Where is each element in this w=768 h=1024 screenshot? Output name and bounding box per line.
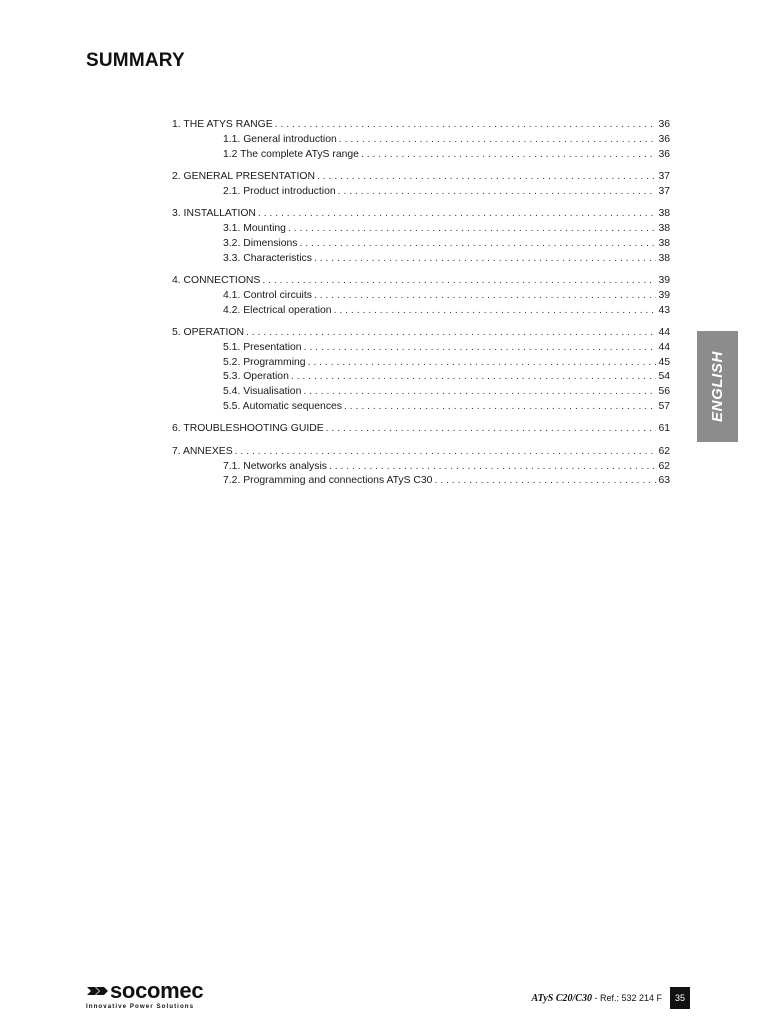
table-of-contents xyxy=(172,118,670,497)
toc-entry-page: 38 xyxy=(658,208,670,220)
dot-leader xyxy=(361,148,657,163)
dot-leader xyxy=(235,445,657,460)
toc-entry-page: 36 xyxy=(658,148,670,160)
toc-subentry[interactable] xyxy=(172,185,670,200)
toc-entry-page: 36 xyxy=(658,119,670,130)
toc-entry-label: 3.3. Characteristics xyxy=(223,252,312,264)
toc-entry-label: 3. INSTALLATION xyxy=(172,208,256,220)
toc-subentry[interactable] xyxy=(172,237,670,252)
toc-entry-label: 2.1. Product introduction xyxy=(223,185,336,197)
toc-entry-page: 45 xyxy=(658,356,670,368)
toc-entry[interactable] xyxy=(172,422,670,437)
language-tab xyxy=(697,331,738,442)
toc-entry-page: 39 xyxy=(658,289,670,301)
dot-leader xyxy=(300,237,657,252)
toc-entry-page: 43 xyxy=(658,304,670,316)
toc-entry[interactable] xyxy=(172,118,670,133)
toc-entry[interactable] xyxy=(172,445,670,460)
toc-entry-page: 63 xyxy=(658,475,670,487)
toc-section xyxy=(172,445,670,489)
dot-leader xyxy=(288,222,656,237)
dot-leader xyxy=(262,274,656,289)
dot-leader xyxy=(275,118,657,133)
dot-leader xyxy=(338,185,657,200)
toc-entry-page: 57 xyxy=(658,400,670,412)
toc-subentry[interactable] xyxy=(172,222,670,237)
dot-leader xyxy=(344,400,656,415)
dot-leader xyxy=(314,252,657,267)
dot-leader xyxy=(334,304,657,319)
toc-subentry[interactable] xyxy=(172,289,670,304)
product-name: ATyS C20/C30 xyxy=(531,993,592,1004)
toc-section xyxy=(172,326,670,415)
dot-leader xyxy=(434,474,656,489)
toc-section xyxy=(172,170,670,200)
toc-entry-label: 7.2. Programming and connections ATyS C30 xyxy=(223,475,433,487)
toc-subentry[interactable] xyxy=(172,474,670,489)
toc-subentry[interactable] xyxy=(172,304,670,319)
toc-entry-label: 4.1. Control circuits xyxy=(223,289,312,301)
toc-entry-page: 37 xyxy=(658,185,670,197)
toc-entry-page: 38 xyxy=(658,222,670,234)
dot-leader xyxy=(304,341,657,356)
toc-entry[interactable] xyxy=(172,207,670,222)
page-title: SUMMARY xyxy=(86,50,185,71)
toc-entry-page: 39 xyxy=(658,274,670,286)
toc-section xyxy=(172,118,670,162)
toc-entry-label: 5.5. Automatic sequences xyxy=(223,400,342,412)
dot-leader xyxy=(339,133,657,148)
toc-entry-label: 5.1. Presentation xyxy=(223,341,302,353)
reference-number: Ref.: 532 214 F xyxy=(599,993,662,1003)
toc-subentry[interactable] xyxy=(172,356,670,371)
toc-entry-label: 1.2 The complete ATyS range xyxy=(223,148,359,160)
toc-entry-page: 38 xyxy=(658,252,670,264)
toc-entry-label: 3.2. Dimensions xyxy=(223,237,298,249)
toc-entry-page: 56 xyxy=(658,386,670,398)
toc-entry-page: 36 xyxy=(658,133,670,145)
socomec-logo-icon xyxy=(86,984,108,998)
toc-entry-page: 62 xyxy=(658,460,670,472)
toc-section xyxy=(172,274,670,318)
toc-subentry[interactable] xyxy=(172,460,670,475)
reference-separator: - xyxy=(591,993,600,1003)
toc-subentry[interactable] xyxy=(172,133,670,148)
toc-entry-label: 3.1. Mounting xyxy=(223,222,286,234)
toc-subentry[interactable] xyxy=(172,341,670,356)
toc-subentry[interactable] xyxy=(172,385,670,400)
toc-entry-page: 61 xyxy=(658,423,670,435)
dot-leader xyxy=(291,370,657,385)
toc-entry[interactable] xyxy=(172,274,670,289)
toc-entry-label: 1. THE ATYS RANGE xyxy=(172,119,273,130)
toc-subentry[interactable] xyxy=(172,252,670,267)
toc-entry-label: 4. CONNECTIONS xyxy=(172,274,261,286)
toc-entry-page: 37 xyxy=(658,170,670,182)
dot-leader xyxy=(308,356,657,371)
toc-entry-page: 38 xyxy=(658,237,670,249)
dot-leader xyxy=(246,326,656,341)
toc-entry-label: 5.3. Operation xyxy=(223,371,289,383)
toc-entry[interactable] xyxy=(172,170,670,185)
dot-leader xyxy=(258,207,657,222)
brand-logo xyxy=(86,980,203,1010)
page-number: 35 xyxy=(670,987,690,1009)
toc-entry-label: 1.1. General introduction xyxy=(223,133,337,145)
toc-entry-label: 4.2. Electrical operation xyxy=(223,304,332,316)
toc-entry-label: 5.2. Programming xyxy=(223,356,306,368)
dot-leader xyxy=(314,289,657,304)
toc-entry-label: 6. TROUBLESHOOTING GUIDE xyxy=(172,423,324,435)
toc-entry-label: 2. GENERAL PRESENTATION xyxy=(172,170,315,182)
toc-entry-page: 54 xyxy=(658,371,670,383)
dot-leader xyxy=(317,170,656,185)
document-reference xyxy=(531,993,662,1004)
toc-entry-page: 62 xyxy=(658,445,670,457)
toc-section xyxy=(172,207,670,266)
toc-section xyxy=(172,422,670,437)
toc-entry-label: 7. ANNEXES xyxy=(172,445,233,457)
language-tab-label: ENGLISH xyxy=(709,351,726,422)
toc-entry[interactable] xyxy=(172,326,670,341)
toc-entry-page: 44 xyxy=(658,326,670,338)
toc-subentry[interactable] xyxy=(172,370,670,385)
toc-subentry[interactable] xyxy=(172,400,670,415)
brand-tagline: Innovative Power Solutions xyxy=(86,1003,195,1010)
dot-leader xyxy=(326,422,657,437)
toc-entry-label: 5.4. Visualisation xyxy=(223,386,302,398)
toc-entry-page: 44 xyxy=(658,341,670,353)
toc-subentry[interactable] xyxy=(172,148,670,163)
dot-leader xyxy=(329,460,656,475)
dot-leader xyxy=(303,385,656,400)
toc-entry-label: 7.1. Networks analysis xyxy=(223,460,327,472)
brand-name: socomec xyxy=(110,978,204,1003)
toc-entry-label: 5. OPERATION xyxy=(172,326,244,338)
